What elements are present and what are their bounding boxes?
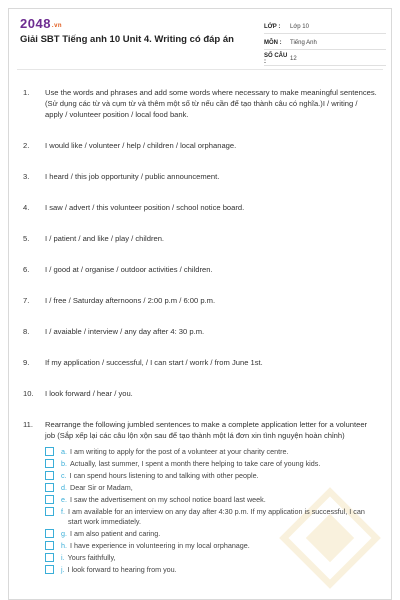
answer-option <box>45 459 377 469</box>
question-text: I heard / this job opportunity / public announcement. <box>45 172 220 181</box>
answer-text: I am available for an interview on any day after 4:30 p.m. If my application is successful, I can start work immediately. <box>68 507 365 526</box>
answer-text: I look forward to hearing from you. <box>67 565 177 574</box>
question-item <box>23 264 377 275</box>
answer-letter: f. <box>61 507 65 516</box>
question-text: Use the words and phrases and add some words where necessary to make meaningful sentences. (Sử dụng các từ và cụm từ và thêm một số từ nếu cần để tạo thành câu có nghĩa.)I / writing / apply / volunteer position / local food bank. <box>45 88 377 119</box>
question-item <box>23 171 377 182</box>
answer-text: I am writing to apply for the post of a volunteer at your charity centre. <box>70 447 289 456</box>
meta-row-count <box>264 52 386 66</box>
answer-text: I saw the advertisement on my school notice board last week. <box>70 495 266 504</box>
answer-checkbox[interactable] <box>45 553 54 562</box>
answer-text: Actually, last summer, I spent a month there helping to take care of young kids. <box>70 459 321 468</box>
document-page <box>8 8 392 600</box>
answer-text: I have experience in volunteering in my local orphanage. <box>70 541 250 550</box>
question-text: I would like / volunteer / help / children / local orphanage. <box>45 141 237 150</box>
answer-checkbox[interactable] <box>45 565 54 574</box>
answer-letter: b. <box>61 459 67 468</box>
answer-options <box>45 447 377 575</box>
answer-letter: g. <box>61 529 67 538</box>
answer-checkbox[interactable] <box>45 459 54 468</box>
answer-letter: e. <box>61 495 67 504</box>
question-number: 1. <box>23 88 30 97</box>
answer-letter: c. <box>61 471 67 480</box>
answer-letter: j. <box>61 565 65 574</box>
answer-checkbox[interactable] <box>45 483 54 492</box>
question-item <box>23 388 377 399</box>
answer-letter: i. <box>61 553 65 562</box>
answer-letter: a. <box>61 447 67 456</box>
meta-label: LỚP : <box>264 23 281 30</box>
site-logo[interactable] <box>20 16 62 31</box>
answer-checkbox[interactable] <box>45 529 54 538</box>
answer-checkbox[interactable] <box>45 507 54 516</box>
question-number: 6. <box>23 265 30 274</box>
question-number: 7. <box>23 296 30 305</box>
meta-row-subject <box>264 36 386 50</box>
question-item <box>23 87 377 120</box>
question-text: I saw / advert / this volunteer position / school notice board. <box>45 203 245 212</box>
meta-label: SỐ CÂU : <box>264 52 288 65</box>
answer-option <box>45 565 377 575</box>
question-list <box>23 87 377 577</box>
answer-letter: h. <box>61 541 67 550</box>
question-text: Rearrange the following jumbled sentences to make a complete application letter for a volunteer job (Sắp xếp lại các câu lộn xộn sau để tạo thành một lá đơn xin tình nguyện hoàn chỉnh) <box>45 420 368 440</box>
question-item <box>23 295 377 306</box>
question-text: I / free / Saturday afternoons / 2:00 p.m / 6:00 p.m. <box>45 296 216 305</box>
question-number: 4. <box>23 203 30 212</box>
document-header <box>9 9 391 65</box>
answer-option <box>45 507 377 527</box>
question-text: I / good at / organise / outdoor activities / children. <box>45 265 213 274</box>
answer-checkbox[interactable] <box>45 471 54 480</box>
meta-row-class <box>264 20 386 34</box>
question-text: If my application / successful, / I can start / worrk / from June 1st. <box>45 358 263 367</box>
answer-option <box>45 553 377 563</box>
answer-text: I am also patient and caring. <box>70 529 161 538</box>
meta-panel <box>264 20 386 68</box>
question-number: 8. <box>23 327 30 336</box>
question-number: 3. <box>23 172 30 181</box>
answer-text: Dear Sir or Madam, <box>70 483 133 492</box>
question-item <box>23 140 377 151</box>
question-item <box>23 202 377 213</box>
question-item <box>23 326 377 337</box>
question-number: 9. <box>23 358 30 367</box>
meta-value: Lớp 10 <box>290 23 309 30</box>
question-text: I look forward / hear / you. <box>45 389 133 398</box>
question-text: I / patient / and like / play / children. <box>45 234 165 243</box>
header-divider <box>17 69 383 70</box>
answer-letter: d. <box>61 483 67 492</box>
question-item <box>23 357 377 368</box>
question-item <box>23 419 377 441</box>
question-number: 10. <box>23 389 34 398</box>
answer-text: I can spend hours listening to and talking with other people. <box>69 471 259 480</box>
answer-checkbox[interactable] <box>45 541 54 550</box>
answer-checkbox[interactable] <box>45 495 54 504</box>
logo-tld: .vn <box>51 23 63 29</box>
question-number: 2. <box>23 141 30 150</box>
question-number: 5. <box>23 234 30 243</box>
answer-checkbox[interactable] <box>45 447 54 456</box>
meta-label: MÔN : <box>264 39 282 46</box>
answer-option <box>45 495 377 505</box>
question-number: 11. <box>23 420 33 429</box>
question-item <box>23 233 377 244</box>
answer-option <box>45 483 377 493</box>
answer-option <box>45 471 377 481</box>
answer-text: Yours faithfully, <box>67 553 116 562</box>
answer-option <box>45 447 377 457</box>
logo-text: 2048 <box>20 16 51 31</box>
question-text: I / avaiable / interview / any day after 4: 30 p.m. <box>45 327 205 336</box>
meta-value: 12 <box>290 55 297 62</box>
answer-option <box>45 541 377 551</box>
meta-value: Tiếng Anh <box>290 39 317 46</box>
page-title: Giải SBT Tiếng anh 10 Unit 4. Writing có đáp án <box>20 34 234 45</box>
answer-option <box>45 529 377 539</box>
